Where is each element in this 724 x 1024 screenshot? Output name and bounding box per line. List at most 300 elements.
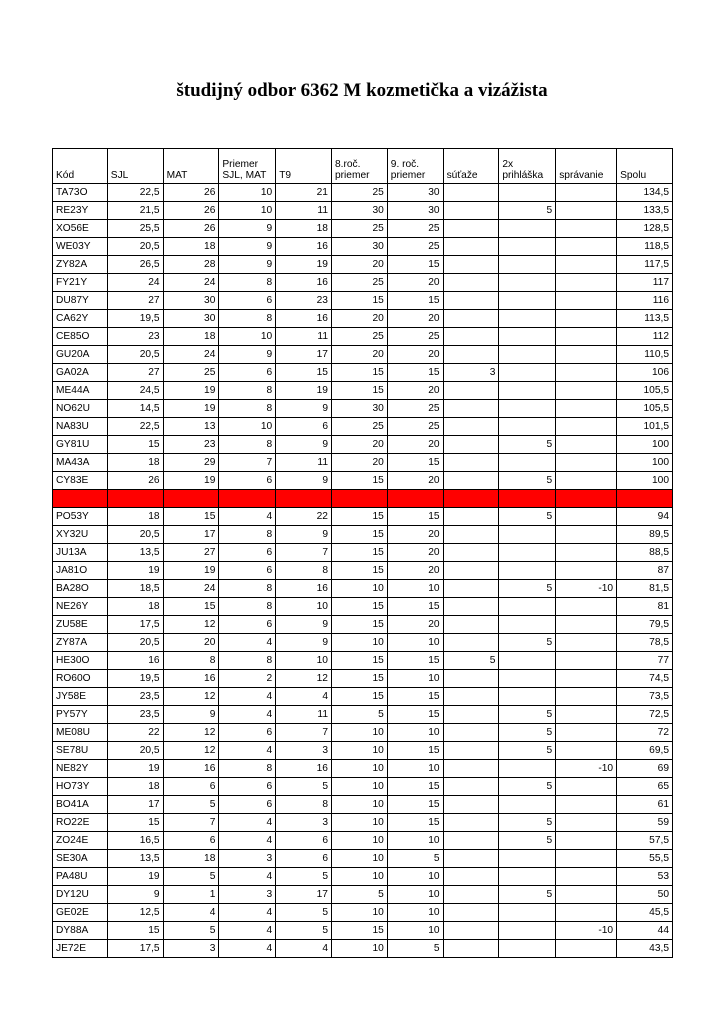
table-row: [53, 472, 673, 490]
cell-value: [499, 382, 556, 400]
cell-code: ME08U: [53, 724, 108, 742]
column-header-line2: SJL, MAT: [222, 169, 267, 181]
cell-value: 6: [219, 544, 276, 562]
cell-value: [443, 382, 499, 400]
table-row: [53, 544, 673, 562]
cell-value: 16: [276, 238, 332, 256]
cell-value: 15: [331, 526, 387, 544]
cell-value: 30: [163, 310, 219, 328]
table-row: [53, 292, 673, 310]
cell-value: [443, 706, 499, 724]
cell-value: [499, 328, 556, 346]
cell-value: 5: [276, 868, 332, 886]
cell-value: 4: [219, 688, 276, 706]
cell-value: 20: [387, 346, 443, 364]
cell-value: 30: [387, 202, 443, 220]
table-row: [53, 400, 673, 418]
cell-code: BO41A: [53, 796, 108, 814]
cell-value: 20,5: [107, 238, 163, 256]
cell-value: [499, 796, 556, 814]
cell-value: 6: [219, 292, 276, 310]
cell-value: 24: [163, 274, 219, 292]
cell-value: [443, 778, 499, 796]
cell-value: [499, 760, 556, 778]
cell-value: [556, 904, 617, 922]
cell-value: 27: [107, 292, 163, 310]
cell-value: 78,5: [617, 634, 673, 652]
cell-value: 19: [163, 382, 219, 400]
cell-value: 94: [617, 508, 673, 526]
cell-code: TA73O: [53, 184, 108, 202]
cell-value: [499, 526, 556, 544]
cell-value: 15: [331, 670, 387, 688]
cell-value: 12: [163, 616, 219, 634]
column-header: [163, 149, 219, 184]
cell-value: 24: [107, 274, 163, 292]
table-row: [53, 724, 673, 742]
cell-value: [443, 634, 499, 652]
cell-code: XO56E: [53, 220, 108, 238]
cell-value: 8: [219, 598, 276, 616]
cell-value: 16: [163, 670, 219, 688]
cell-code: HE30O: [53, 652, 108, 670]
cell-value: [499, 346, 556, 364]
cell-value: 18: [163, 328, 219, 346]
cell-value: 89,5: [617, 526, 673, 544]
cell-value: [556, 634, 617, 652]
cell-value: 10: [331, 814, 387, 832]
cell-value: 10: [331, 868, 387, 886]
cell-value: 10: [331, 778, 387, 796]
cell-code: JU13A: [53, 544, 108, 562]
cell-value: [499, 418, 556, 436]
cell-value: 15: [163, 508, 219, 526]
cell-value: 5: [276, 904, 332, 922]
cell-value: 3: [276, 814, 332, 832]
cell-value: 12: [276, 670, 332, 688]
cell-value: 30: [331, 400, 387, 418]
column-header-line2: MAT: [166, 169, 188, 181]
cell-value: 25: [331, 418, 387, 436]
cell-code: SE78U: [53, 742, 108, 760]
table-row: [53, 904, 673, 922]
table-row: [53, 562, 673, 580]
table-row: [53, 706, 673, 724]
cell-value: 116: [617, 292, 673, 310]
cell-value: 25: [163, 364, 219, 382]
cell-value: 19: [276, 382, 332, 400]
cell-value: 5: [499, 742, 556, 760]
cell-value: 29: [163, 454, 219, 472]
cell-value: 5: [387, 940, 443, 958]
table-row: [53, 760, 673, 778]
cell-value: 9: [163, 706, 219, 724]
cell-value: [556, 832, 617, 850]
cell-value: 23: [107, 328, 163, 346]
cell-value: -10: [556, 922, 617, 940]
cell-code: JE72E: [53, 940, 108, 958]
cell-value: 105,5: [617, 400, 673, 418]
table-row: [53, 616, 673, 634]
separator-cell: [219, 490, 276, 508]
cell-value: 11: [276, 706, 332, 724]
table-row: [53, 256, 673, 274]
cell-value: 16: [107, 652, 163, 670]
cell-value: [443, 760, 499, 778]
cell-value: 8: [219, 382, 276, 400]
cell-value: [443, 688, 499, 706]
cell-code: DU87Y: [53, 292, 108, 310]
cell-value: 30: [387, 184, 443, 202]
cell-value: 17: [276, 886, 332, 904]
cell-value: [443, 238, 499, 256]
cell-value: 20: [331, 454, 387, 472]
cell-value: 15: [331, 508, 387, 526]
cell-value: 6: [219, 796, 276, 814]
cell-value: [556, 796, 617, 814]
cell-value: 27: [107, 364, 163, 382]
cell-value: [556, 436, 617, 454]
cell-value: 16: [163, 760, 219, 778]
cell-value: 23: [276, 292, 332, 310]
cell-value: 6: [219, 616, 276, 634]
cell-value: 72,5: [617, 706, 673, 724]
cell-value: 8: [219, 400, 276, 418]
cell-value: 11: [276, 202, 332, 220]
cell-value: 20: [387, 436, 443, 454]
cell-value: 20,5: [107, 634, 163, 652]
cell-value: 17: [276, 346, 332, 364]
column-header-line2: Kód: [56, 169, 75, 181]
cell-value: 87: [617, 562, 673, 580]
cell-value: 50: [617, 886, 673, 904]
cell-value: 15: [387, 292, 443, 310]
cell-value: 20,5: [107, 526, 163, 544]
cutoff-separator-row: [53, 490, 673, 508]
cell-value: [443, 940, 499, 958]
cell-value: 25: [331, 220, 387, 238]
cell-value: 12: [163, 688, 219, 706]
cell-value: [443, 562, 499, 580]
cell-value: 7: [276, 544, 332, 562]
cell-value: 15: [331, 382, 387, 400]
cell-code: FY21Y: [53, 274, 108, 292]
cell-value: 106: [617, 364, 673, 382]
cell-value: 19: [276, 256, 332, 274]
cell-code: DY88A: [53, 922, 108, 940]
cell-value: 5: [276, 922, 332, 940]
cell-value: [443, 580, 499, 598]
table-row: [53, 652, 673, 670]
cell-value: 15: [331, 688, 387, 706]
cell-value: 19: [107, 562, 163, 580]
cell-value: 134,5: [617, 184, 673, 202]
column-header-line2: správanie: [559, 169, 604, 181]
cell-value: -10: [556, 580, 617, 598]
cell-value: 17,5: [107, 940, 163, 958]
cell-value: 4: [219, 634, 276, 652]
cell-value: [556, 562, 617, 580]
cell-value: 17,5: [107, 616, 163, 634]
table-row: [53, 238, 673, 256]
cell-value: 19,5: [107, 310, 163, 328]
cell-value: 20,5: [107, 346, 163, 364]
cell-value: [443, 454, 499, 472]
cell-code: RE23Y: [53, 202, 108, 220]
cell-value: 9: [219, 238, 276, 256]
cell-value: [443, 868, 499, 886]
table-row: [53, 742, 673, 760]
cell-value: [556, 328, 617, 346]
cell-value: 19: [163, 562, 219, 580]
cell-value: [499, 454, 556, 472]
cell-value: 12: [163, 742, 219, 760]
cell-value: [443, 922, 499, 940]
cell-value: 73,5: [617, 688, 673, 706]
cell-value: 26: [107, 472, 163, 490]
cell-value: [556, 724, 617, 742]
separator-cell: [53, 490, 108, 508]
cell-value: 20: [331, 256, 387, 274]
cell-value: 25: [331, 184, 387, 202]
column-header: [276, 149, 332, 184]
cell-value: 20: [387, 616, 443, 634]
cell-code: ZY82A: [53, 256, 108, 274]
cell-value: [499, 310, 556, 328]
cell-value: 8: [219, 274, 276, 292]
cell-value: 10: [331, 724, 387, 742]
cell-value: 24,5: [107, 382, 163, 400]
table-row: [53, 688, 673, 706]
cell-value: 25: [387, 220, 443, 238]
cell-value: 9: [276, 436, 332, 454]
cell-value: [556, 346, 617, 364]
cell-value: 20: [331, 346, 387, 364]
cell-value: 15: [387, 796, 443, 814]
column-header-line2: prihláška: [502, 169, 544, 181]
cell-value: 20: [387, 274, 443, 292]
cell-value: 20: [387, 544, 443, 562]
cell-value: 6: [219, 364, 276, 382]
separator-cell: [556, 490, 617, 508]
cell-value: 19,5: [107, 670, 163, 688]
cell-value: 53: [617, 868, 673, 886]
cell-value: 16: [276, 580, 332, 598]
cell-value: 10: [331, 904, 387, 922]
cell-value: 9: [276, 526, 332, 544]
cell-value: 23,5: [107, 706, 163, 724]
cell-value: [499, 364, 556, 382]
column-header-line2: súťaže: [446, 169, 478, 181]
cell-value: 25: [387, 328, 443, 346]
cell-value: 4: [219, 742, 276, 760]
cell-value: 30: [331, 202, 387, 220]
cell-value: 15: [107, 436, 163, 454]
cell-value: 26: [163, 220, 219, 238]
table-row: [53, 886, 673, 904]
cell-value: 79,5: [617, 616, 673, 634]
cell-value: [443, 598, 499, 616]
cell-code: GA02A: [53, 364, 108, 382]
cell-value: 14,5: [107, 400, 163, 418]
cell-value: 4: [219, 814, 276, 832]
cell-value: 18: [163, 850, 219, 868]
cell-value: 10: [331, 940, 387, 958]
cell-value: 22: [276, 508, 332, 526]
cell-value: 19: [163, 472, 219, 490]
table-row: [53, 796, 673, 814]
cell-value: [499, 904, 556, 922]
cell-value: 20: [387, 472, 443, 490]
cell-value: 10: [219, 418, 276, 436]
cell-value: 65: [617, 778, 673, 796]
cell-value: 19: [163, 400, 219, 418]
cell-code: NO62U: [53, 400, 108, 418]
cell-value: 5: [499, 706, 556, 724]
cell-value: 9: [107, 886, 163, 904]
table-row: [53, 670, 673, 688]
cell-value: 10: [331, 832, 387, 850]
cell-value: 7: [276, 724, 332, 742]
cell-value: 45,5: [617, 904, 673, 922]
cell-value: 117,5: [617, 256, 673, 274]
cell-value: 7: [163, 814, 219, 832]
cell-value: 30: [163, 292, 219, 310]
cell-value: 15: [331, 562, 387, 580]
cell-value: [443, 886, 499, 904]
cell-value: [443, 724, 499, 742]
cell-code: ZY87A: [53, 634, 108, 652]
cell-code: JY58E: [53, 688, 108, 706]
cell-value: 20: [387, 562, 443, 580]
cell-code: PA48U: [53, 868, 108, 886]
cell-value: 9: [276, 472, 332, 490]
separator-cell: [331, 490, 387, 508]
cell-value: 4: [163, 904, 219, 922]
cell-value: 23,5: [107, 688, 163, 706]
cell-value: 5: [499, 508, 556, 526]
cell-value: 25: [331, 274, 387, 292]
table-row: [53, 778, 673, 796]
cell-code: NE26Y: [53, 598, 108, 616]
cell-value: 27: [163, 544, 219, 562]
cell-value: 15: [331, 544, 387, 562]
table-row: [53, 220, 673, 238]
cell-code: PY57Y: [53, 706, 108, 724]
cell-value: 11: [276, 454, 332, 472]
cell-value: 18: [107, 778, 163, 796]
cell-value: [443, 544, 499, 562]
cell-value: [556, 400, 617, 418]
cell-value: 11: [276, 328, 332, 346]
table-row: [53, 580, 673, 598]
cell-value: 43,5: [617, 940, 673, 958]
cell-value: 4: [219, 904, 276, 922]
cell-value: 22: [107, 724, 163, 742]
cell-code: GE02E: [53, 904, 108, 922]
cell-code: NA83U: [53, 418, 108, 436]
cell-value: 15: [107, 922, 163, 940]
cell-value: 6: [219, 778, 276, 796]
cell-value: [556, 544, 617, 562]
cell-value: [499, 616, 556, 634]
cell-value: 24: [163, 346, 219, 364]
cell-value: [556, 886, 617, 904]
cell-value: [556, 364, 617, 382]
cell-value: 5: [499, 814, 556, 832]
cell-value: 25,5: [107, 220, 163, 238]
cell-code: ME44A: [53, 382, 108, 400]
cell-value: 5: [499, 724, 556, 742]
column-header-line1: Priemer: [222, 158, 259, 170]
cell-value: 16: [276, 760, 332, 778]
cell-value: 118,5: [617, 238, 673, 256]
separator-cell: [617, 490, 673, 508]
cell-value: [443, 418, 499, 436]
cell-value: [556, 274, 617, 292]
cell-value: 13,5: [107, 544, 163, 562]
cell-value: [443, 742, 499, 760]
cell-value: 105,5: [617, 382, 673, 400]
cell-value: 23: [163, 436, 219, 454]
cell-value: 4: [219, 868, 276, 886]
cell-code: ZO24E: [53, 832, 108, 850]
cell-value: 17: [107, 796, 163, 814]
cell-value: 25: [387, 238, 443, 256]
cell-value: 15: [387, 706, 443, 724]
cell-value: 10: [387, 760, 443, 778]
table-row: [53, 346, 673, 364]
separator-cell: [443, 490, 499, 508]
cell-value: 20: [331, 436, 387, 454]
cell-value: 7: [219, 454, 276, 472]
page-title: študijný odbor 6362 M kozmetička a vizážista: [176, 80, 548, 101]
cell-value: 22,5: [107, 418, 163, 436]
cell-value: [556, 526, 617, 544]
cell-value: 18: [276, 220, 332, 238]
cell-value: 10: [387, 670, 443, 688]
cell-value: [443, 310, 499, 328]
cell-value: 15: [331, 922, 387, 940]
cell-value: 20,5: [107, 742, 163, 760]
table-row: [53, 598, 673, 616]
cell-value: 8: [219, 760, 276, 778]
cell-value: [556, 202, 617, 220]
cell-value: [443, 274, 499, 292]
column-header-line2: SJL: [110, 169, 129, 181]
cell-value: 5: [276, 778, 332, 796]
cell-value: 6: [163, 832, 219, 850]
cell-value: 8: [219, 652, 276, 670]
cell-value: [499, 850, 556, 868]
column-header: [617, 149, 673, 184]
cell-value: [556, 454, 617, 472]
cell-value: 6: [276, 418, 332, 436]
cell-value: 8: [219, 580, 276, 598]
cell-value: 15: [163, 598, 219, 616]
column-header-line1: 8.roč.: [334, 158, 361, 170]
table-row: [53, 202, 673, 220]
cell-value: 19: [107, 868, 163, 886]
cell-value: 77: [617, 652, 673, 670]
cell-value: 9: [219, 220, 276, 238]
column-header: [387, 149, 443, 184]
cell-value: 59: [617, 814, 673, 832]
cell-value: 8: [219, 310, 276, 328]
cell-value: 15: [387, 688, 443, 706]
cell-value: [556, 616, 617, 634]
cell-value: [556, 850, 617, 868]
